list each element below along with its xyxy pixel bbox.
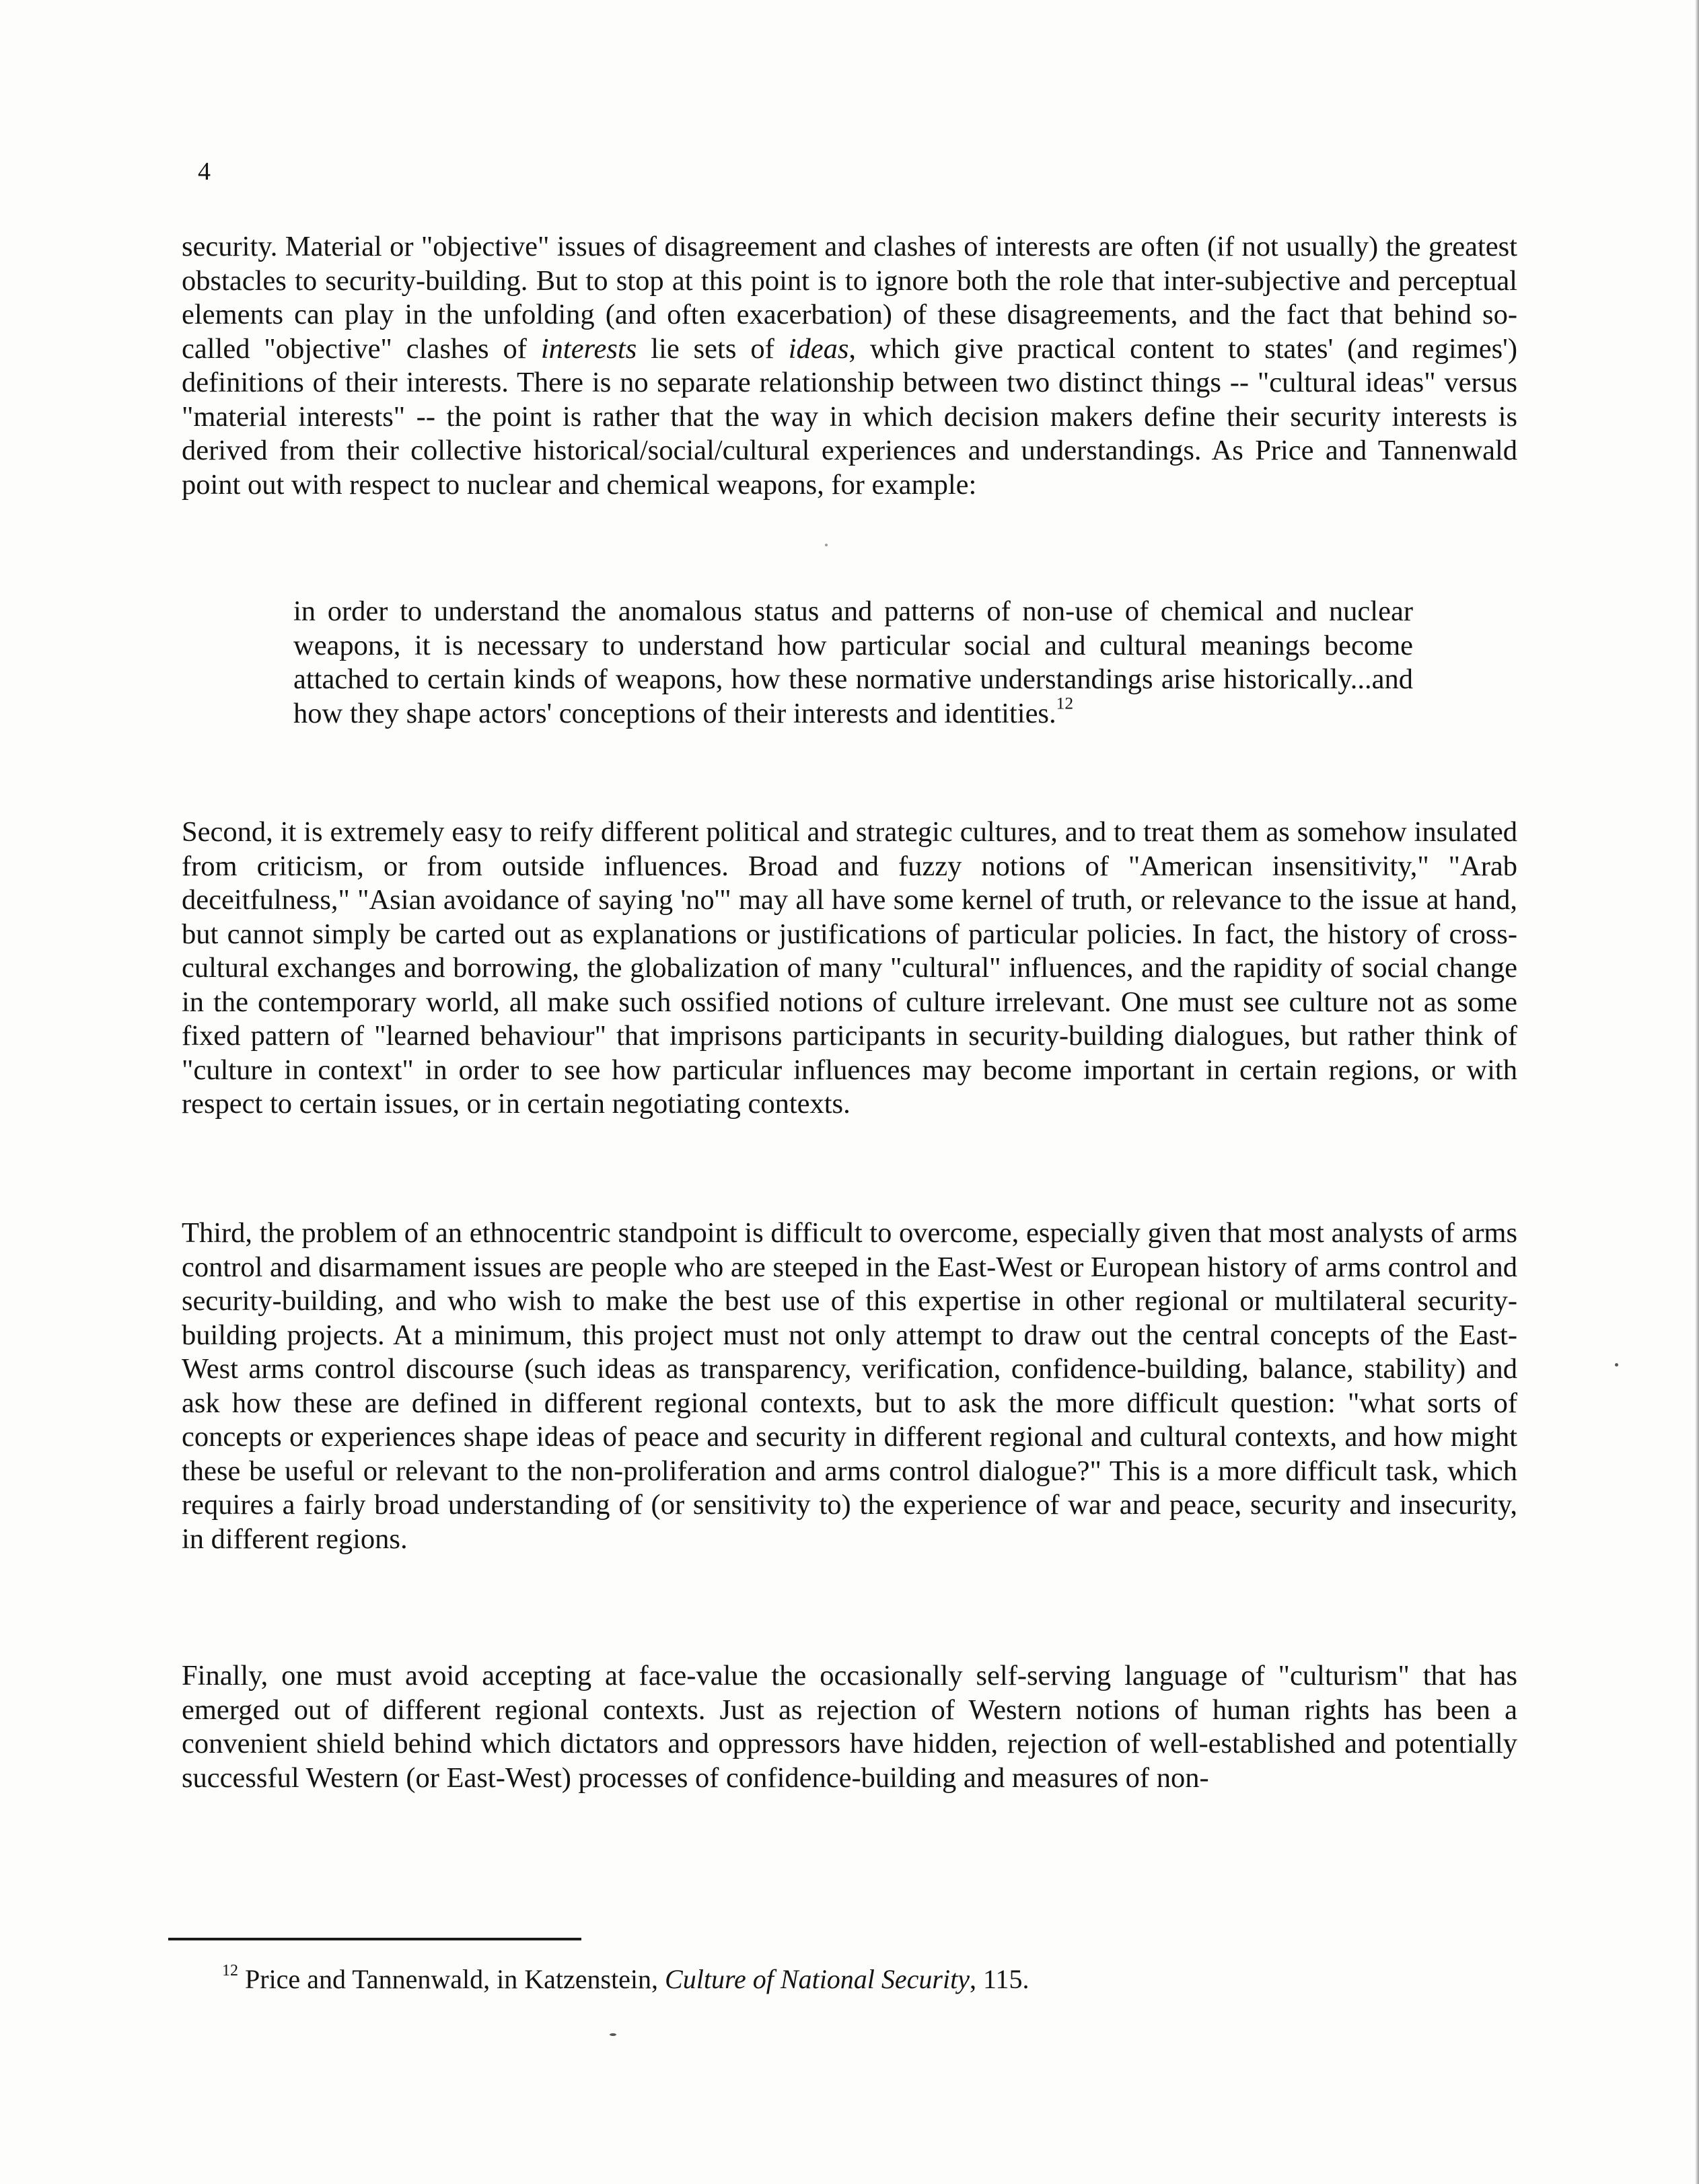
footnote-divider xyxy=(168,1938,581,1940)
page-number: 4 xyxy=(198,157,211,186)
footnote-text-before: Price and Tannenwald, in Katzenstein, xyxy=(238,1964,665,1994)
paragraph-security xyxy=(182,230,1517,502)
paragraph-security-text-mid: lie sets of xyxy=(637,332,789,365)
block-quote xyxy=(293,595,1413,731)
scan-speck xyxy=(825,544,828,546)
footnote-book-title: Culture of National Security xyxy=(665,1964,970,1994)
paragraph-finally: Finally, one must avoid accepting at face-value the occasionally self-serving language of "culturism" that has emerged out of different regional contexts. Just as rejection of Western notions of human rights has been a convenient shield behind which dictators and oppressors have hidden, rejection of well-established and potentially successful Western (or East-West) processes of confidence-building and measures of non- xyxy=(182,1660,1517,1794)
paragraph-security-text-end: , which give practical content to states' (and regimes') definitions of their interests. There is no separate relationship between two distinct things -- "cultural ideas" versus "material interests" -- the point is rather that the way in which decision makers define their security interests is derived from their collective historical/social/cultural experiences and understandings. As Price and Tannenwald point out with respect to nuclear and chemical weapons, for example: xyxy=(182,332,1517,501)
scan-speck xyxy=(1615,1363,1618,1367)
emphasis-ideas: ideas xyxy=(788,332,849,365)
paragraph-second: Second, it is extremely easy to reify different political and strategic cultures, and to treat them as somehow insulated from criticism, or from outside influences. Broad and fuzzy notions of "American insensitivity," "Arab deceitfulness," "Asian avoidance of saying 'no'" may all have some kernel of truth, or relevance to the issue at hand, but cannot simply be carted out as explanations or justifications of particular policies. In fact, the history of cross-cultural exchanges and borrowing, the globalization of many "cultural" influences, and the rapidity of social change in the contemporary world, all make such ossified notions of culture irrelevant. One must see culture not as some fixed pattern of "learned behaviour" that imprisons participants in security-building dialogues, but rather think of "culture in context" in order to see how particular influences may become important in certain regions, or with respect to certain issues, or in certain negotiating contexts. xyxy=(182,816,1517,1120)
paragraph-security-text: security. Material or "objective" issues of disagreement and clashes of interests are often (if not usually) the greatest obstacles to security-building. But to stop at this point is to ignore both the role that inter-subjective and perceptual elements can play in the unfolding (and often exacerbation) of these disagreements, and the fact that behind so-called "objective" clashes of xyxy=(182,231,1517,365)
footnote-reference[interactable]: 12 xyxy=(1056,693,1074,713)
scan-speck xyxy=(610,2033,616,2036)
scan-right-edge xyxy=(1695,0,1699,2184)
footnote-text-after: , 115. xyxy=(969,1964,1029,1994)
footnote-number: 12 xyxy=(222,1961,238,1979)
paragraph-third: Third, the problem of an ethnocentric standpoint is difficult to overcome, especially given that most analysts of arms control and disarmament issues are people who are steeped in the East-West or European history of arms control and security-building, and who wish to make the best use of this expertise in other regional or multilateral security-building projects. At a minimum, this project must not only attempt to draw out the central concepts of the East-West arms control discourse (such ideas as transparency, verification, confidence-building, balance, stability) and ask how these are defined in different regional contexts, but to ask the more difficult question: "what sorts of concepts or experiences shape ideas of peace and security in different regional and cultural contexts, and how might these be useful or relevant to the non-proliferation and arms control dialogue?" This is a more difficult task, which requires a fairly broad understanding of (or sensitivity to) the experience of war and peace, security and insecurity, in different regions. xyxy=(182,1217,1517,1555)
emphasis-interests: interests xyxy=(540,332,637,365)
footnote-12 xyxy=(222,1963,1029,1996)
block-quote-text: in order to understand the anomalous status and patterns of non-use of chemical and nuclear weapons, it is necessary to understand how particular social and cultural meanings become attached to certain kinds of weapons, how these normative understandings arise historically...and how they shape actors' conceptions of their interests and identities. xyxy=(293,595,1413,729)
